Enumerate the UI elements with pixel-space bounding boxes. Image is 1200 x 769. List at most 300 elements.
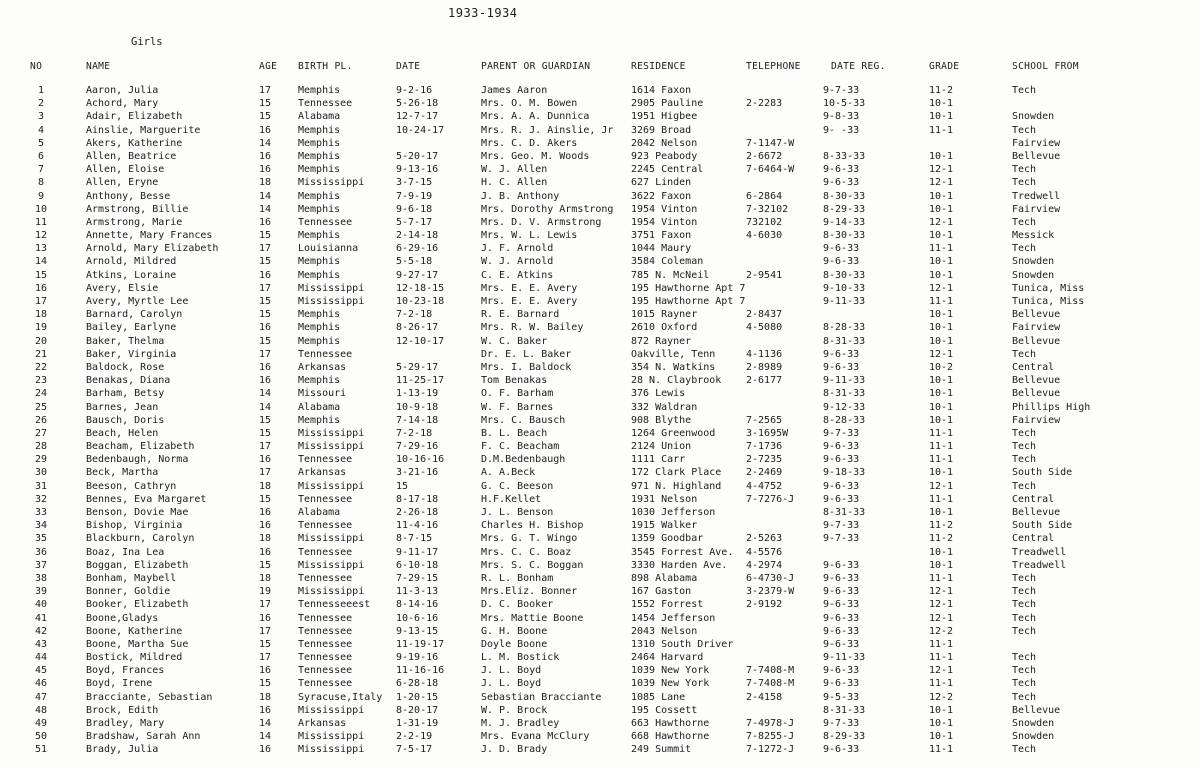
student-name: Bradshaw, Sarah Ann	[86, 731, 201, 743]
header-date: DATE	[396, 61, 421, 72]
birth-date: 9-13-15	[396, 625, 439, 637]
student-name: Allen, Eloise	[86, 164, 165, 176]
date-registered: 9-6-33	[823, 480, 860, 492]
parent-guardian: Mrs. Evana McClury	[481, 731, 590, 743]
birth-date: 12-18-15	[396, 282, 445, 294]
student-name: Benakas, Diana	[86, 375, 171, 387]
telephone: 3-1695W	[746, 427, 789, 439]
school-from: Snowden	[1012, 269, 1055, 281]
parent-guardian: M. J. Bradley	[481, 718, 560, 729]
column-header-row	[0, 61, 1200, 75]
table-row	[0, 717, 1200, 730]
telephone: 2-9192	[746, 599, 783, 611]
telephone: 7-32102	[746, 203, 789, 215]
student-name: Blackburn, Carolyn	[86, 533, 195, 545]
date-registered: 9-6-33	[823, 454, 860, 466]
birth-date: 11-16-16	[396, 665, 445, 677]
date-registered: 9-7-33	[823, 533, 860, 545]
student-name: Beach, Helen	[86, 427, 159, 439]
residence: 1552 Forrest	[631, 599, 704, 611]
student-name: Bailey, Earlyne	[86, 322, 177, 334]
parent-guardian: Mrs. Geo. M. Woods	[481, 150, 590, 162]
school-from: Tech	[1012, 441, 1037, 453]
table-row	[0, 361, 1200, 374]
grade: 11-1	[929, 744, 954, 756]
student-name: Barnes, Jean	[86, 401, 159, 413]
student-name: Akers, Katherine	[86, 137, 183, 149]
row-number: 8	[37, 177, 45, 189]
student-name: Boaz, Ina Lea	[86, 546, 165, 558]
residence: 1931 Nelson	[631, 493, 698, 505]
student-name: Brock, Edith	[86, 704, 159, 716]
row-number: 7	[37, 164, 45, 176]
header-school: SCHOOL FROM	[1012, 61, 1079, 72]
row-number: 2	[37, 98, 45, 110]
student-name: Booker, Elizabeth	[86, 599, 189, 611]
residence: 167 Gaston	[631, 586, 692, 598]
school-from: Tunica, Miss	[1012, 296, 1085, 307]
parent-guardian: H. C. Allen	[481, 177, 548, 189]
birth-place: Missouri	[298, 388, 347, 400]
row-number: 40	[34, 599, 48, 611]
age: 18	[259, 572, 272, 584]
date-registered: 9-5-33	[823, 691, 860, 703]
row-number: 9	[37, 190, 45, 202]
parent-guardian: Mrs. O. M. Bowen	[481, 98, 578, 110]
grade: 10-1	[929, 322, 954, 334]
parent-guardian: Mrs. I. Baldock	[481, 361, 572, 373]
birth-date: 9-27-17	[396, 269, 439, 281]
table-row	[0, 242, 1200, 255]
parent-guardian: B. L. Beach	[481, 427, 548, 439]
grade: 11-1	[929, 678, 954, 690]
row-number: 25	[34, 401, 48, 413]
school-from: Fairview	[1012, 414, 1061, 426]
school-from: Central	[1012, 533, 1055, 545]
birth-date: 8-20-17	[396, 704, 439, 716]
date-registered: 9-6-33	[823, 243, 860, 255]
school-from: Bellevue	[1012, 309, 1061, 321]
birth-date: 8-14-16	[396, 599, 439, 611]
birth-date: 12-10-17	[396, 335, 445, 347]
school-from: Bellevue	[1012, 335, 1061, 347]
residence: 354 N. Watkins	[631, 361, 716, 373]
telephone: 7-7408-M	[746, 665, 795, 677]
school-from: Fairview	[1012, 322, 1061, 334]
residence: 172 Clark Place	[631, 467, 722, 479]
birth-place: Memphis	[298, 322, 341, 334]
residence: 195 Hawthorne Apt 7	[631, 282, 745, 294]
telephone: 7-8255-J	[746, 731, 795, 743]
birth-date: 7-5-17	[396, 744, 433, 756]
date-registered: 9-7-33	[823, 718, 860, 729]
student-name: Brady, Julia	[86, 744, 159, 756]
row-number: 3	[37, 111, 45, 123]
residence: 3584 Coleman	[631, 256, 704, 268]
date-registered: 9-7-33	[823, 85, 860, 96]
table-row	[0, 150, 1200, 163]
age: 17	[259, 467, 272, 479]
page-year: 1933-1934	[448, 6, 518, 20]
table-row	[0, 598, 1200, 611]
date-registered: 9-6-33	[823, 361, 860, 373]
age: 14	[259, 190, 272, 202]
header-name: NAME	[86, 61, 111, 72]
student-name: Ainslie, Marguerite	[86, 124, 201, 136]
parent-guardian: Mrs. E. E. Avery	[481, 282, 578, 294]
table-row	[0, 176, 1200, 189]
grade: 11-1	[929, 493, 954, 505]
header-date-reg: DATE REG.	[831, 61, 886, 72]
date-registered: 9-6-33	[823, 348, 860, 360]
parent-guardian: Charles H. Bishop	[481, 520, 584, 532]
table-row	[0, 453, 1200, 466]
grade: 10-1	[929, 111, 954, 123]
birth-date: 9-13-16	[396, 164, 439, 176]
student-name: Beacham, Elizabeth	[86, 441, 195, 453]
row-number: 45	[34, 665, 48, 677]
grade: 10-1	[929, 704, 954, 716]
age: 16	[259, 269, 272, 281]
age: 15	[259, 414, 272, 426]
parent-guardian: Mrs. A. A. Dunnica	[481, 111, 590, 123]
header-telephone: TELEPHONE	[746, 61, 801, 72]
birth-place: Louisianna	[298, 243, 359, 255]
birth-date: 8-17-18	[396, 493, 439, 505]
grade: 12-1	[929, 348, 954, 360]
student-name: Aaron, Julia	[86, 85, 159, 96]
age: 14	[259, 401, 272, 413]
residence: 923 Peabody	[631, 150, 698, 162]
age: 16	[259, 612, 272, 624]
residence: 3545 Forrest Ave.	[631, 546, 734, 558]
grade: 10-1	[929, 559, 954, 571]
parent-guardian: Dr. E. L. Baker	[481, 348, 572, 360]
school-from: Central	[1012, 493, 1055, 505]
date-registered: 8-31-33	[823, 704, 866, 716]
age: 16	[259, 150, 272, 162]
telephone: 7-2565	[746, 414, 783, 426]
grade: 10-1	[929, 309, 954, 321]
telephone: 4-2974	[746, 559, 783, 571]
grade: 12-1	[929, 164, 954, 176]
parent-guardian: Mrs. G. T. Wingo	[481, 533, 578, 545]
table-row	[0, 612, 1200, 625]
row-number: 27	[34, 427, 48, 439]
date-registered: 9-6-33	[823, 612, 860, 624]
age: 16	[259, 507, 272, 518]
table-row	[0, 295, 1200, 308]
birth-place: Arkansas	[298, 361, 347, 373]
row-number: 21	[34, 348, 48, 360]
birth-date: 10-23-18	[396, 296, 445, 307]
birth-date: 10-16-16	[396, 454, 445, 466]
age: 17	[259, 441, 272, 453]
school-from: Tunica, Miss	[1012, 282, 1085, 294]
birth-place: Mississippi	[298, 744, 365, 756]
table-row	[0, 493, 1200, 506]
parent-guardian: J. F. Arnold	[481, 243, 554, 255]
birth-place: Memphis	[298, 137, 341, 149]
grade: 12-1	[929, 282, 954, 294]
date-registered: 9-6-33	[823, 625, 860, 637]
age: 17	[259, 652, 272, 664]
parent-guardian: Mrs. W. L. Lewis	[481, 230, 578, 242]
row-number: 23	[34, 375, 48, 387]
school-from: Bellevue	[1012, 375, 1061, 387]
telephone: 2-5263	[746, 533, 783, 545]
grade: 12-1	[929, 586, 954, 598]
residence: 2905 Pauline	[631, 98, 704, 110]
birth-place: Alabama	[298, 507, 341, 518]
student-name: Bedenbaugh, Norma	[86, 454, 189, 466]
telephone: 7-7276-J	[746, 493, 795, 505]
birth-place: Tennesseeest	[298, 599, 371, 611]
student-name: Bostick, Mildred	[86, 652, 183, 664]
school-from: Bellevue	[1012, 388, 1061, 400]
student-table	[0, 84, 1200, 757]
birth-date: 9-11-17	[396, 546, 439, 558]
age: 18	[259, 177, 272, 189]
birth-date: 7-29-15	[396, 572, 439, 584]
birth-date: 11-25-17	[396, 375, 445, 387]
table-row	[0, 546, 1200, 559]
birth-place: Mississippi	[298, 282, 365, 294]
date-registered: 9-6-33	[823, 164, 860, 176]
birth-date: 11-4-16	[396, 520, 439, 532]
parent-guardian: R. E. Barnard	[481, 309, 560, 321]
parent-guardian: G. H. Boone	[481, 625, 548, 637]
age: 15	[259, 638, 272, 650]
birth-place: Memphis	[298, 85, 341, 96]
residence: 195 Cossett	[631, 704, 698, 716]
grade: 10-1	[929, 388, 954, 400]
parent-guardian: O. F. Barham	[481, 388, 554, 400]
table-row	[0, 559, 1200, 572]
age: 17	[259, 282, 272, 294]
residence: 1039 New York	[631, 665, 710, 677]
date-registered: 8-28-33	[823, 414, 866, 426]
birth-date: 5-5-18	[396, 256, 433, 268]
row-number: 31	[34, 480, 48, 492]
birth-place: Tennessee	[298, 625, 353, 637]
student-name: Allen, Eryne	[86, 177, 159, 189]
birth-date: 6-28-18	[396, 678, 439, 690]
grade: 10-2	[929, 361, 954, 373]
row-number: 29	[34, 454, 48, 466]
table-row	[0, 229, 1200, 242]
group-label: Girls	[131, 36, 163, 48]
school-from: South Side	[1012, 520, 1073, 532]
grade: 11-1	[929, 454, 954, 466]
date-registered: 9-6-33	[823, 256, 860, 268]
school-from: Treadwell	[1012, 546, 1067, 558]
birth-place: Tennessee	[298, 98, 353, 110]
school-from: South Side	[1012, 467, 1073, 479]
row-number: 18	[34, 309, 48, 321]
student-name: Achord, Mary	[86, 98, 159, 110]
telephone: 2-6672	[746, 150, 783, 162]
age: 15	[259, 559, 272, 571]
grade: 11-1	[929, 441, 954, 453]
parent-guardian: W. J. Arnold	[481, 256, 554, 268]
school-from: Bellevue	[1012, 150, 1061, 162]
birth-place: Tennessee	[298, 546, 353, 558]
parent-guardian: Mrs. R. J. Ainslie, Jr	[481, 124, 614, 136]
header-no: NO	[30, 61, 43, 72]
table-row	[0, 401, 1200, 414]
parent-guardian: H.F.Kellet	[481, 493, 542, 505]
birth-date: 7-2-18	[396, 309, 433, 321]
row-number: 16	[34, 282, 48, 294]
birth-date: 3-21-16	[396, 467, 439, 479]
table-row	[0, 203, 1200, 216]
age: 14	[259, 203, 272, 215]
row-number: 50	[34, 731, 48, 743]
parent-guardian: J. B. Anthony	[481, 190, 560, 202]
grade: 11-1	[929, 296, 954, 307]
row-number: 32	[34, 493, 48, 505]
student-name: Bausch, Doris	[86, 414, 165, 426]
birth-date: 6-10-18	[396, 559, 439, 571]
birth-place: Memphis	[298, 164, 341, 176]
row-number: 35	[34, 533, 48, 545]
parent-guardian: Mrs. Mattie Boone	[481, 612, 584, 624]
table-row	[0, 440, 1200, 453]
age: 16	[259, 704, 272, 716]
row-number: 22	[34, 361, 48, 373]
table-row	[0, 625, 1200, 638]
date-registered: 9-10-33	[823, 282, 866, 294]
grade: 11-1	[929, 124, 954, 136]
residence: 1915 Walker	[631, 520, 698, 532]
row-number: 26	[34, 414, 48, 426]
birth-place: Mississippi	[298, 559, 365, 571]
grade: 10-1	[929, 256, 954, 268]
birth-place: Memphis	[298, 414, 341, 426]
school-from: Tech	[1012, 652, 1037, 664]
student-name: Baker, Virginia	[86, 348, 177, 360]
table-row	[0, 414, 1200, 427]
birth-place: Alabama	[298, 401, 341, 413]
row-number: 36	[34, 546, 48, 558]
birth-date: 10-24-17	[396, 124, 445, 136]
age: 16	[259, 361, 272, 373]
row-number: 42	[34, 625, 48, 637]
student-name: Atkins, Loraine	[86, 269, 177, 281]
row-number: 1	[37, 85, 45, 96]
row-number: 47	[34, 691, 48, 703]
birth-date: 1-13-19	[396, 388, 439, 400]
birth-place: Memphis	[298, 230, 341, 242]
grade: 12-1	[929, 480, 954, 492]
student-name: Armstrong, Billie	[86, 203, 189, 215]
row-number: 14	[34, 256, 48, 268]
school-from: Tech	[1012, 586, 1037, 598]
date-registered: 10-5-33	[823, 98, 866, 110]
row-number: 5	[37, 137, 45, 149]
birth-date: 9-6-18	[396, 203, 433, 215]
header-residence: RESIDENCE	[631, 61, 686, 72]
parent-guardian: Mrs. R. W. Bailey	[481, 322, 584, 334]
telephone: 6-4730-J	[746, 572, 795, 584]
date-registered: 8-30-33	[823, 269, 866, 281]
parent-guardian: Mrs. E. E. Avery	[481, 296, 578, 307]
student-name: Barham, Betsy	[86, 388, 165, 400]
birth-date: 10-6-16	[396, 612, 439, 624]
age: 16	[259, 322, 272, 334]
grade: 11-1	[929, 572, 954, 584]
grade: 11-2	[929, 533, 954, 545]
school-from: Tech	[1012, 572, 1037, 584]
student-name: Bracciante, Sebastian	[86, 691, 213, 703]
date-registered: 8-29-33	[823, 731, 866, 743]
birth-place: Mississippi	[298, 586, 365, 598]
residence: 898 Alabama	[631, 572, 698, 584]
age: 15	[259, 296, 272, 307]
student-name: Adair, Elizabeth	[86, 111, 183, 123]
row-number: 33	[34, 507, 48, 518]
date-registered: 8-30-33	[823, 230, 866, 242]
date-registered: 9-11-33	[823, 652, 866, 664]
residence: 2124 Union	[631, 441, 692, 453]
row-number: 38	[34, 572, 48, 584]
parent-guardian: W. F. Barnes	[481, 401, 554, 413]
table-row	[0, 519, 1200, 532]
school-from: Tech	[1012, 665, 1037, 677]
residence: 1015 Rayner	[631, 309, 698, 321]
student-name: Anthony, Besse	[86, 190, 171, 202]
age: 15	[259, 678, 272, 690]
row-number: 24	[34, 388, 48, 400]
birth-date: 12-7-17	[396, 111, 439, 123]
birth-place: Tennessee	[298, 493, 353, 505]
row-number: 20	[34, 335, 48, 347]
birth-place: Memphis	[298, 335, 341, 347]
school-from: Tech	[1012, 454, 1037, 466]
student-name: Bonner, Goldie	[86, 586, 171, 598]
birth-date: 9-19-16	[396, 652, 439, 664]
age: 16	[259, 124, 272, 136]
parent-guardian: W. J. Allen	[481, 164, 548, 176]
residence: 668 Hawthorne	[631, 731, 710, 743]
table-row	[0, 348, 1200, 361]
school-from: Tech	[1012, 599, 1037, 611]
school-from: Messick	[1012, 230, 1055, 242]
school-from: Tredwell	[1012, 190, 1061, 202]
grade: 12-1	[929, 599, 954, 611]
grade: 11-2	[929, 520, 954, 532]
birth-place: Tennessee	[298, 638, 353, 650]
student-name: Boone, Martha Sue	[86, 638, 189, 650]
age: 17	[259, 348, 272, 360]
grade: 12-1	[929, 612, 954, 624]
parent-guardian: J. L. Boyd	[481, 678, 542, 690]
school-from: Snowden	[1012, 111, 1055, 123]
student-name: Beeson, Cathryn	[86, 480, 177, 492]
age: 15	[259, 230, 272, 242]
date-registered: 8-33-33	[823, 150, 866, 162]
birth-date: 7-14-18	[396, 414, 439, 426]
table-row	[0, 427, 1200, 440]
parent-guardian: F. C. Beacham	[481, 441, 560, 453]
age: 17	[259, 85, 272, 96]
school-from: Fairview	[1012, 137, 1061, 149]
date-registered: 9-11-33	[823, 375, 866, 387]
birth-place: Tennessee	[298, 665, 353, 677]
row-number: 28	[34, 441, 48, 453]
residence: 1264 Greenwood	[631, 427, 716, 439]
